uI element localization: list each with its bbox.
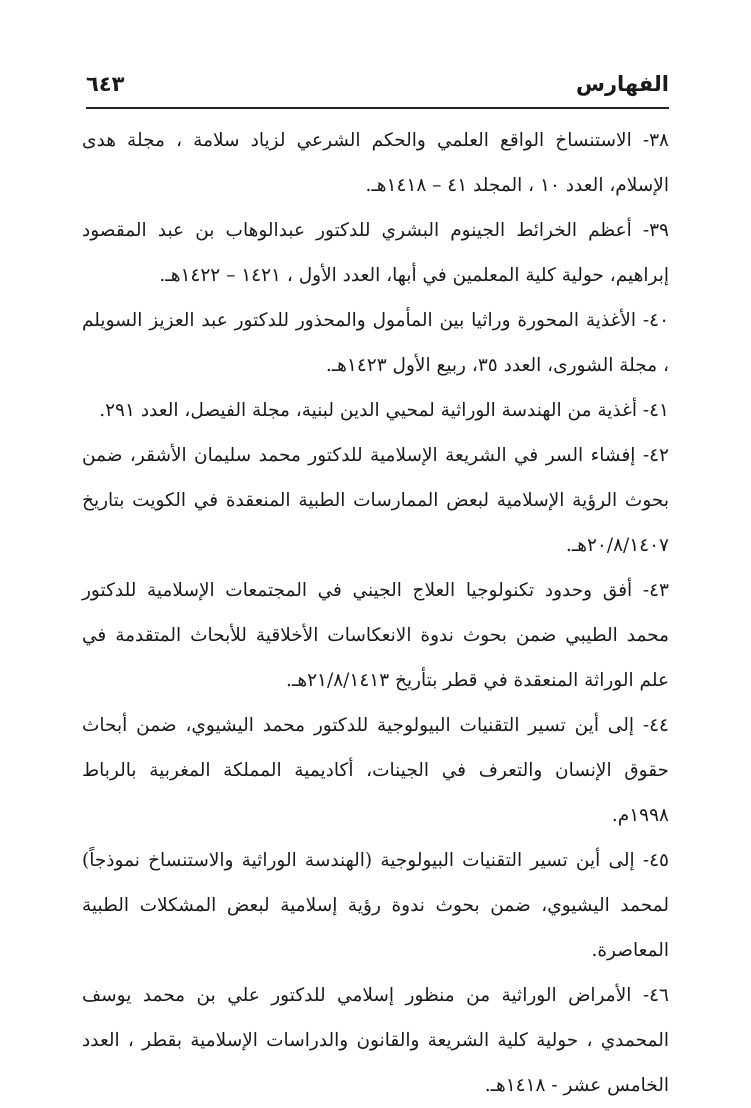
entry-text: الاستنساخ الواقع العلمي والحكم الشرعي لزياد سلامة ، مجلة هدى الإسلام، العدد ١٠ ، المجلد ٤١ – ١٤١٨هـ.	[82, 130, 669, 196]
entry-text: الأمراض الوراثية من منظور إسلامي للدكتور علي بن محمد يوسف المحمدي ، حولية كلية الشريعة والقانون والدراسات الإسلامية بقطر ، العدد الخامس عشر - ١٤١٨هـ.	[82, 985, 669, 1096]
reference-entry-42	[82, 433, 669, 568]
page-number: ٦٤٣	[86, 72, 125, 96]
entry-text: إفشاء السر في الشريعة الإسلامية للدكتور محمد سليمان الأشقر، ضمن بحوث الرؤية الإسلامية لبعض الممارسات الطبية المنعقدة في الكويت بتاريخ ٢٠/٨/١٤٠٧هـ.	[82, 445, 669, 556]
reference-entry-40	[82, 298, 669, 388]
reference-entry-44	[82, 703, 669, 838]
reference-entry-38	[82, 118, 669, 208]
entry-number: ٤٣-	[642, 580, 669, 601]
reference-entry-41	[82, 388, 669, 433]
entry-text: أعظم الخرائط الجينوم البشري للدكتور عبدالوهاب بن عبد المقصود إبراهيم، حولية كلية المعلمين في أبها، العدد الأول ، ١٤٢١ – ١٤٢٢هـ.	[82, 220, 669, 286]
entry-text: الأغذية المحورة وراثيا بين المأمول والمحذور للدكتور عبد العزيز السويلم ، مجلة الشورى، العدد ٣٥، ربيع الأول ١٤٢٣هـ.	[82, 310, 669, 376]
entry-number: ٤٥-	[642, 850, 669, 871]
entry-number: ٤٦-	[642, 985, 669, 1006]
references-list	[82, 118, 669, 1108]
entry-number: ٤٢-	[642, 445, 669, 466]
entry-text: أغذية من الهندسة الوراثية لمحيي الدين لبنية، مجلة الفيصل، العدد ٢٩١.	[99, 400, 637, 421]
reference-entry-39	[82, 208, 669, 298]
reference-entry-45	[82, 838, 669, 973]
entry-number: ٤٤-	[642, 715, 669, 736]
header-divider	[86, 107, 669, 109]
reference-entry-43	[82, 568, 669, 703]
entry-number: ٣٩-	[642, 220, 669, 241]
page-header	[86, 70, 669, 110]
entry-text: إلى أين تسير التقنيات البيولوجية للدكتور محمد اليشيوي، ضمن أبحاث حقوق الإنسان والتعرف في الجينات، أكاديمية المملكة المغربية بالرباط ١٩٩٨م.	[82, 715, 669, 826]
running-head-title: الفهارس	[575, 72, 669, 96]
entry-text: إلى أين تسير التقنيات البيولوجية (الهندسة الوراثية والاستنساخ نموذجاً) لمحمد اليشيوي، ضمن بحوث ندوة رؤية إسلامية لبعض المشكلات الطبية المعاصرة.	[82, 850, 669, 961]
entry-number: ٤٠-	[642, 310, 670, 331]
entry-number: ٤١-	[642, 400, 669, 421]
reference-entry-46	[82, 973, 669, 1108]
entry-number: ٣٨-	[642, 130, 669, 151]
entry-text: أفق وحدود تكنولوجيا العلاج الجيني في المجتمعات الإسلامية للدكتور محمد الطيبي ضمن بحوث ندوة الانعكاسات الأخلاقية للأبحاث المتقدمة في علم الوراثة المنعقدة في قطر بتأريخ ٢١/٨/١٤١٣هـ.	[82, 580, 669, 691]
